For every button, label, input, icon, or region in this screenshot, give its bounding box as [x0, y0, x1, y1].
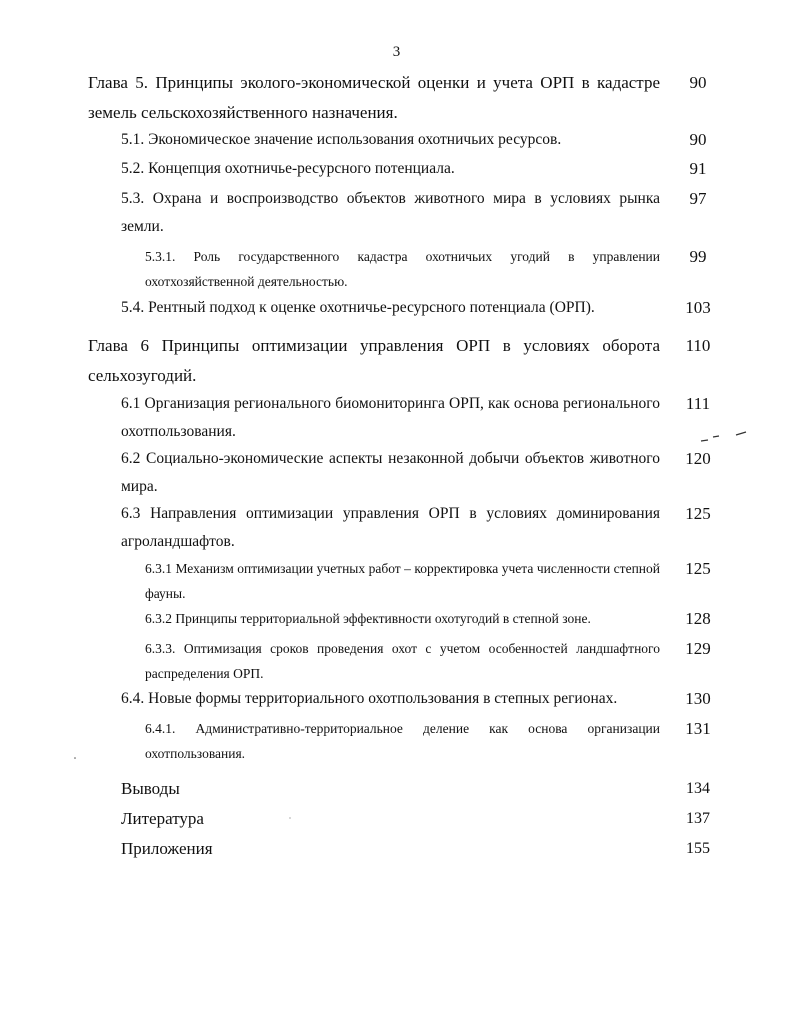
toc-entry-page: 125 — [685, 559, 711, 578]
toc-entry-page: 97 — [689, 189, 707, 208]
toc-entry-text: 6.3 Направления оптимизации управления ОРП в условиях доминирования агроландшафтов. — [121, 505, 660, 550]
toc-entry-page: 155 — [686, 840, 710, 857]
toc-entry-text: 6.2 Социально-экономические аспекты незаконной добычи объектов животного мира. — [121, 450, 660, 495]
toc-entry-page: 125 — [685, 504, 711, 523]
toc-entry-page: 110 — [685, 336, 711, 355]
scan-dot — [289, 817, 290, 818]
toc-entry-text: 6.4.1. Административно-территориальное деление как основа организации охотпользования. — [145, 721, 660, 761]
toc-entry-page: 111 — [685, 394, 711, 413]
toc-entry-text: Литература — [121, 809, 204, 828]
toc-entry-text: Глава 6 Принципы оптимизации управления ОРП в условиях оборота сельхозугодий. — [88, 336, 660, 385]
toc-entry-page: 120 — [685, 449, 711, 468]
toc-entry-page: 90 — [689, 73, 707, 92]
toc-entry-page: 131 — [685, 719, 711, 738]
toc-entry-text: Глава 5. Принципы эколого-экономической оценки и учета ОРП в кадастре земель сельскохозяйственного назначения. — [88, 73, 660, 122]
toc-entry-text: 5.3. Охрана и воспроизводство объектов животного мира в условиях рынка земли. — [121, 190, 660, 235]
toc-entry-page: 134 — [686, 780, 710, 797]
page-number: 3 — [392, 44, 401, 60]
toc-entry-text: 6.3.3. Оптимизация сроков проведения охот с учетом особенностей ландшафтного распределения ОРП. — [145, 641, 660, 681]
scan-dot — [74, 757, 76, 759]
toc-entry-text: 6.3.1 Механизм оптимизации учетных работ – корректировка учета численности степной фауны. — [145, 561, 660, 601]
toc-entry-text: 5.3.1. Роль государственного кадастра охотничьих угодий в управлении охотхозяйственной деятельностью. — [145, 249, 660, 289]
scan-mark — [701, 432, 746, 441]
toc-entry-text: Приложения — [121, 839, 213, 858]
toc-entry-page: 90 — [689, 130, 707, 149]
toc-entry-text: 5.4. Рентный подход к оценке охотничье-ресурсного потенциала (ОРП). — [121, 299, 595, 316]
toc-entry-page: 99 — [689, 247, 707, 266]
toc-entry-page: 91 — [689, 159, 707, 178]
toc-entry-text: 6.1 Организация регионального биомониторинга ОРП, как основа регионального охотпользования. — [121, 395, 660, 440]
toc-entry-page: 129 — [685, 639, 711, 658]
toc-entry-text: 6.4. Новые формы территориального охотпользования в степных регионах. — [121, 690, 618, 707]
toc-entry-text: 5.1. Экономическое значение использования охотничьих ресурсов. — [121, 131, 562, 148]
toc-entry-page: 130 — [685, 689, 711, 708]
toc-entry-text: 6.3.2 Принципы территориальной эффективности охотугодий в степной зоне. — [145, 611, 591, 626]
toc-entry-text: Выводы — [121, 779, 180, 798]
toc-entry-text: 5.2. Концепция охотничье-ресурсного потенциала. — [121, 160, 455, 177]
toc-entry-page: 137 — [686, 810, 710, 827]
toc-entry-page: 103 — [685, 298, 711, 317]
toc-entry-page: 128 — [685, 609, 711, 628]
